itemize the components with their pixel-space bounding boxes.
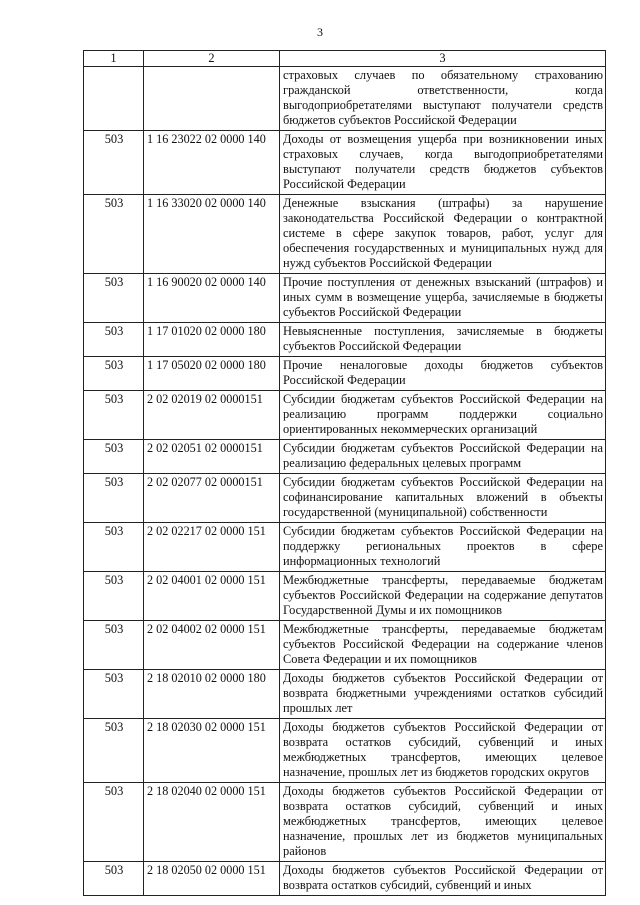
admin-code-cell: 503 <box>84 131 144 195</box>
description-cell: страховых случаев по обязательному страхованию гражданской ответственности, когда выгодоприобретателями выступают получатели средств бюджетов субъектов Российской Федерации <box>280 67 606 131</box>
description-cell: Межбюджетные трансферты, передаваемые бюджетам субъектов Российской Федерации на содержание депутатов Государственной Думы и их помощников <box>280 572 606 621</box>
admin-code-cell: 503 <box>84 391 144 440</box>
table-row <box>84 440 606 474</box>
description-cell: Доходы от возмещения ущерба при возникновении иных страховых случаев, когда выгодоприобретателями выступают получатели средств бюджетов субъектов Российской Федерации <box>280 131 606 195</box>
admin-code-cell: 503 <box>84 274 144 323</box>
table-row <box>84 67 606 131</box>
revenue-code-cell: 1 16 90020 02 0000 140 <box>144 274 280 323</box>
revenue-code-cell: 1 16 33020 02 0000 140 <box>144 195 280 274</box>
description-cell: Доходы бюджетов субъектов Российской Федерации от возврата остатков субсидий, субвенций и иных межбюджетных трансфертов, имеющих целевое назначение, прошлых лет из бюджетов городских округов <box>280 719 606 783</box>
table-row <box>84 523 606 572</box>
revenue-code-cell: 2 02 04002 02 0000 151 <box>144 621 280 670</box>
revenue-code-cell: 2 18 02040 02 0000 151 <box>144 783 280 862</box>
revenue-code-cell: 1 17 01020 02 0000 180 <box>144 323 280 357</box>
revenue-code-cell: 2 02 04001 02 0000 151 <box>144 572 280 621</box>
description-cell: Денежные взыскания (штрафы) за нарушение законодательства Российской Федерации о контрактной системе в сфере закупок товаров, работ, услуг для обеспечения государственных и муниципальных нужд для нужд субъектов Российской Федерации <box>280 195 606 274</box>
admin-code-cell: 503 <box>84 357 144 391</box>
table-row <box>84 323 606 357</box>
header-col-3: 3 <box>280 51 606 67</box>
admin-code-cell: 503 <box>84 323 144 357</box>
table-row <box>84 670 606 719</box>
admin-code-cell <box>84 67 144 131</box>
table-row <box>84 274 606 323</box>
table-body <box>84 67 606 896</box>
admin-code-cell: 503 <box>84 670 144 719</box>
admin-code-cell: 503 <box>84 783 144 862</box>
admin-code-cell: 503 <box>84 572 144 621</box>
description-cell: Доходы бюджетов субъектов Российской Федерации от возврата остатков субсидий, субвенций и иных межбюджетных трансфертов, имеющих целевое назначение, прошлых лет из бюджетов муниципальных районов <box>280 783 606 862</box>
description-cell: Субсидии бюджетам субъектов Российской Федерации на реализацию федеральных целевых программ <box>280 440 606 474</box>
table-header <box>84 51 606 67</box>
description-cell: Доходы бюджетов субъектов Российской Федерации от возврата остатков субсидий, субвенций и иных <box>280 862 606 896</box>
revenue-code-cell: 2 18 02030 02 0000 151 <box>144 719 280 783</box>
table-row <box>84 131 606 195</box>
revenue-code-cell: 2 02 02019 02 0000151 <box>144 391 280 440</box>
table-row <box>84 474 606 523</box>
revenue-code-cell: 2 02 02217 02 0000 151 <box>144 523 280 572</box>
table-row <box>84 195 606 274</box>
header-col-1: 1 <box>84 51 144 67</box>
description-cell: Прочие неналоговые доходы бюджетов субъектов Российской Федерации <box>280 357 606 391</box>
admin-code-cell: 503 <box>84 474 144 523</box>
description-cell: Прочие поступления от денежных взысканий (штрафов) и иных сумм в возмещение ущерба, зачисляемые в бюджеты субъектов Российской Федерации <box>280 274 606 323</box>
revenue-codes-table <box>83 50 606 896</box>
revenue-code-cell: 2 18 02010 02 0000 180 <box>144 670 280 719</box>
admin-code-cell: 503 <box>84 862 144 896</box>
description-cell: Субсидии бюджетам субъектов Российской Федерации на софинансирование капитальных вложений в объекты государственной (муниципальной) собственности <box>280 474 606 523</box>
description-cell: Доходы бюджетов субъектов Российской Федерации от возврата бюджетными учреждениями остатков субсидий прошлых лет <box>280 670 606 719</box>
description-cell: Межбюджетные трансферты, передаваемые бюджетам субъектов Российской Федерации на содержание членов Совета Федерации и их помощников <box>280 621 606 670</box>
admin-code-cell: 503 <box>84 440 144 474</box>
table-row <box>84 357 606 391</box>
revenue-code-cell: 1 16 23022 02 0000 140 <box>144 131 280 195</box>
revenue-code-cell: 1 17 05020 02 0000 180 <box>144 357 280 391</box>
description-cell: Субсидии бюджетам субъектов Российской Федерации на реализацию программ поддержки социально ориентированных некоммерческих организаций <box>280 391 606 440</box>
header-col-2: 2 <box>144 51 280 67</box>
table-row <box>84 862 606 896</box>
header-row <box>84 51 606 67</box>
table-row <box>84 391 606 440</box>
admin-code-cell: 503 <box>84 719 144 783</box>
revenue-code-cell: 2 02 02077 02 0000151 <box>144 474 280 523</box>
table-row <box>84 719 606 783</box>
table-row <box>84 783 606 862</box>
admin-code-cell: 503 <box>84 621 144 670</box>
revenue-code-cell: 2 18 02050 02 0000 151 <box>144 862 280 896</box>
page-number: 3 <box>317 25 323 39</box>
revenue-code-cell: 2 02 02051 02 0000151 <box>144 440 280 474</box>
table-row <box>84 621 606 670</box>
table-row <box>84 572 606 621</box>
admin-code-cell: 503 <box>84 523 144 572</box>
admin-code-cell: 503 <box>84 195 144 274</box>
description-cell: Невыясненные поступления, зачисляемые в бюджеты субъектов Российской Федерации <box>280 323 606 357</box>
revenue-code-cell <box>144 67 280 131</box>
description-cell: Субсидии бюджетам субъектов Российской Федерации на поддержку региональных проектов в сфере информационных технологий <box>280 523 606 572</box>
